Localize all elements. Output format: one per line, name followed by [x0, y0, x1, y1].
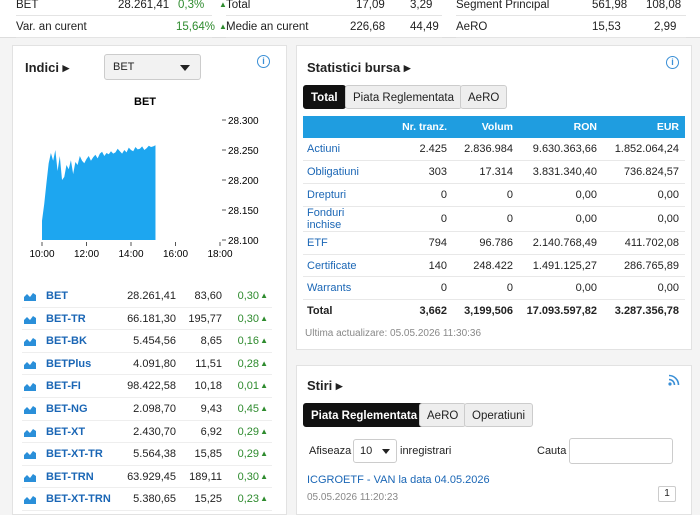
cell-value: 9.630.363,66: [519, 138, 603, 161]
row-label[interactable]: Drepturi: [303, 184, 383, 207]
x-tick-label: 12:00: [73, 249, 100, 260]
summary-change: 0,3%: [178, 0, 205, 11]
index-row[interactable]: [22, 443, 272, 466]
summary-label: Var. an curent: [16, 21, 87, 33]
index-name[interactable]: BET-XT-TRN: [46, 493, 111, 506]
chevron-down-icon: [382, 449, 390, 454]
up-arrow-icon: ▲: [260, 404, 268, 413]
summary-col-index: [16, 0, 227, 38]
index-row[interactable]: [22, 421, 272, 444]
chart-icon: [24, 382, 36, 391]
cell-value: 1.491.125,27: [519, 254, 603, 277]
tab-total[interactable]: Total: [303, 85, 346, 109]
stats-row: [303, 161, 685, 184]
indices-title[interactable]: Indici ▸: [25, 60, 70, 75]
index-value: 98.422,58: [127, 380, 176, 393]
cell-value: 0,00: [519, 184, 603, 207]
bet-intraday-chart: [18, 92, 288, 272]
stats-table: [303, 116, 685, 323]
index-name[interactable]: BET-FI: [46, 380, 81, 393]
news-search-input[interactable]: [569, 438, 673, 464]
stats-row: [303, 206, 685, 231]
cell-value: 0: [383, 206, 453, 231]
cell-value: 3.287.356,78: [614, 305, 679, 318]
summary-row-bet: [16, 0, 227, 16]
index-change: 0,28: [237, 357, 259, 370]
x-tick-label: 10:00: [29, 249, 55, 260]
chart-icon: [24, 360, 36, 369]
up-arrow-icon: ▲: [260, 494, 268, 504]
row-label[interactable]: Obligatiuni: [303, 161, 383, 184]
index-value: 5.380,65: [133, 493, 176, 506]
index-volume: 189,11: [189, 470, 222, 483]
summary-value: 15,53: [592, 21, 621, 33]
row-label[interactable]: Actiuni: [303, 138, 383, 161]
index-row[interactable]: [22, 330, 272, 353]
y-tick-label: 28.100: [228, 236, 259, 247]
index-value: 5.564,38: [133, 448, 176, 461]
summary-value: 3,29: [410, 0, 433, 11]
index-volume: 15,25: [194, 493, 222, 506]
cell-value: 286.765,89: [603, 254, 685, 277]
show-label: Afiseaza: [309, 445, 352, 457]
index-change: 0,30: [237, 470, 259, 483]
summary-label: Medie an curent: [226, 21, 309, 33]
index-select[interactable]: [104, 54, 201, 80]
index-volume: 10,18: [194, 380, 222, 393]
rss-icon[interactable]: [668, 374, 680, 386]
index-value: 63.929,45: [127, 470, 176, 483]
cell-value: 0: [453, 184, 519, 207]
cell-value: 0,00: [603, 277, 685, 300]
x-tick-label: 18:00: [207, 249, 233, 260]
summary-value: 44,49: [410, 21, 439, 33]
up-arrow-icon: ▲: [260, 381, 268, 391]
page-size-value: 10: [360, 445, 373, 457]
index-change: 0,01: [237, 380, 259, 393]
index-volume: 15,85: [194, 448, 222, 461]
summary-value: 17,09: [356, 0, 385, 11]
index-volume: 8,65: [200, 335, 222, 348]
cell-value: 17.093.597,82: [526, 305, 597, 318]
index-row[interactable]: [22, 398, 272, 421]
cell-value: 3,199,506: [464, 305, 513, 318]
y-tick-label: 28.200: [228, 176, 259, 187]
index-volume: 11,51: [195, 357, 222, 370]
cell-value: 96.786: [453, 231, 519, 254]
cell-value: 3,662: [419, 305, 447, 318]
stats-row: [303, 231, 685, 254]
y-tick-label: 28.300: [228, 116, 259, 127]
cell-value: 0: [383, 184, 453, 207]
tab-news-piata-reglementata[interactable]: Piata Reglementata: [303, 403, 425, 427]
index-value: 66.181,30: [127, 312, 176, 325]
cell-value: 0: [453, 206, 519, 231]
info-icon[interactable]: i: [257, 55, 270, 68]
index-change: 0,30: [237, 312, 259, 325]
up-arrow-icon: ▲: [260, 291, 268, 300]
cell-value: 0,00: [519, 206, 603, 231]
stats-title[interactable]: Statistici bursa ▸: [307, 60, 411, 75]
cell-value: 2.425: [383, 138, 453, 161]
tab-news-aero[interactable]: AeRO: [419, 403, 466, 427]
summary-col-turnover: [226, 0, 442, 38]
col-header: [303, 116, 383, 138]
cell-value: 1.852.064,24: [603, 138, 685, 161]
index-name[interactable]: BET-BK: [46, 335, 87, 348]
index-value: 28.261,41: [127, 290, 176, 302]
summary-value: 108,08: [646, 0, 682, 11]
row-label[interactable]: Certificate: [303, 254, 383, 277]
cell-value: 2.140.768,49: [519, 231, 603, 254]
tab-piata-reglementata[interactable]: Piata Reglementata: [345, 85, 462, 109]
cell-value: 303: [383, 161, 453, 184]
stats-row: [303, 184, 685, 207]
index-row[interactable]: [22, 466, 272, 489]
summary-col-segments: [456, 0, 686, 38]
summary-label: BET: [16, 0, 39, 11]
index-name[interactable]: BET: [46, 290, 68, 302]
chart-icon: [24, 473, 36, 482]
news-title[interactable]: Stiri ▸: [307, 378, 343, 393]
stats-row: [303, 254, 685, 277]
summary-row-total: [226, 0, 442, 16]
index-change: 0,29: [237, 425, 259, 438]
index-name[interactable]: BET-TR: [46, 312, 86, 325]
cell-value: 411.702,08: [603, 231, 685, 254]
search-label: Cauta: [537, 445, 567, 457]
chart-icon: [24, 315, 36, 324]
index-volume: 6,92: [200, 425, 222, 438]
summary-row-aero: [456, 16, 686, 38]
records-label: inregistrari: [400, 445, 452, 457]
chart-title: BET: [134, 96, 156, 108]
index-row[interactable]: [22, 308, 272, 331]
cell-value: 17.314: [453, 161, 519, 184]
col-header: Nr. tranz.: [383, 116, 453, 138]
summary-value: 28.261,41: [118, 0, 170, 11]
index-value: 5.454,56: [133, 335, 176, 348]
index-value: 2.098,70: [133, 403, 176, 415]
tab-news-operatiuni[interactable]: Operatiuni: [464, 403, 533, 427]
y-tick-label: 28.250: [228, 146, 259, 157]
up-arrow-icon: ▲: [260, 426, 268, 436]
cell-value: 0: [383, 277, 453, 300]
cell-value: 794: [383, 231, 453, 254]
chart-area-series: [42, 145, 155, 240]
index-row[interactable]: [22, 353, 272, 376]
col-header: RON: [519, 116, 603, 138]
up-arrow-icon: ▲: [260, 336, 268, 346]
index-name[interactable]: BET-XT-TR: [46, 448, 103, 461]
chart-icon: [24, 405, 36, 414]
stats-header-row: [303, 116, 685, 138]
up-arrow-icon: ▲: [219, 22, 227, 31]
cell-value: 0,00: [519, 277, 603, 300]
row-label: Total: [307, 305, 333, 318]
index-value: 2.430,70: [133, 425, 176, 438]
chart-icon: [24, 450, 36, 459]
index-change: 0,45: [237, 403, 259, 415]
page-size-select[interactable]: [353, 439, 397, 463]
up-arrow-icon: ▲: [260, 449, 268, 459]
index-row[interactable]: [22, 375, 272, 398]
summary-row-ytd: [16, 16, 227, 38]
up-arrow-icon: ▲: [219, 0, 227, 9]
stats-total-row: [303, 300, 685, 323]
cell-value: 0,00: [603, 184, 685, 207]
index-value: 4.091,80: [133, 357, 176, 370]
index-row[interactable]: [22, 285, 272, 308]
index-name[interactable]: BETPlus: [46, 357, 92, 370]
summary-row-avg: [226, 16, 442, 38]
summary-label: AeRO: [456, 21, 488, 33]
col-header: Volum: [453, 116, 519, 138]
row-label[interactable]: ETF: [303, 231, 383, 254]
index-change: 0,16: [237, 335, 259, 348]
index-volume: 195,77: [188, 312, 222, 325]
info-icon[interactable]: i: [666, 56, 679, 69]
tab-aero[interactable]: AeRO: [460, 85, 507, 109]
x-tick-label: 14:00: [118, 249, 144, 260]
up-arrow-icon: ▲: [260, 358, 268, 368]
news-item-title[interactable]: ICGROETF - VAN la data 04.05.2026: [307, 474, 490, 486]
chart-y-axis: [222, 116, 259, 247]
cell-value: 140: [383, 254, 453, 277]
y-tick-label: 28.150: [228, 206, 259, 217]
chart-icon: [24, 428, 36, 437]
index-select-value: BET: [113, 61, 135, 73]
news-item-date: 05.05.2026 11:20:23: [307, 492, 399, 503]
chart-icon: [24, 337, 36, 346]
up-arrow-icon: ▲: [260, 313, 268, 323]
index-change: 0,29: [237, 448, 259, 461]
index-volume: 83,60: [194, 290, 222, 302]
market-summary-bar: [0, 0, 700, 38]
cell-value: 0,00: [603, 206, 685, 231]
cell-value: 3.831.340,40: [519, 161, 603, 184]
index-volume: 9,43: [200, 403, 222, 415]
row-label[interactable]: Warrants: [303, 277, 383, 300]
cell-value: 2.836.984: [453, 138, 519, 161]
index-change: 0,30: [237, 290, 259, 302]
summary-label: Segment Principal: [456, 0, 550, 11]
index-change: 0,23: [237, 493, 259, 506]
summary-label: Total: [226, 0, 251, 11]
summary-row-segment: [456, 0, 686, 16]
summary-change: 15,64%: [176, 21, 216, 33]
stats-row: [303, 277, 685, 300]
last-updated: Ultima actualizare: 05.05.2026 11:30:36: [305, 328, 482, 339]
summary-value: 561,98: [592, 0, 628, 11]
summary-value: 226,68: [350, 21, 386, 33]
col-header: EUR: [603, 116, 685, 138]
index-name[interactable]: BET-NG: [46, 403, 88, 415]
row-label[interactable]: Fonduri inchise: [303, 206, 383, 231]
stats-row: [303, 138, 685, 161]
cell-value: 0: [453, 277, 519, 300]
summary-value: 2,99: [654, 21, 677, 33]
chevron-down-icon: [180, 65, 190, 71]
index-name[interactable]: BET-XT: [46, 425, 86, 438]
x-tick-label: 16:00: [162, 249, 189, 260]
up-arrow-icon: ▲: [260, 471, 268, 481]
cell-value: 736.824,57: [603, 161, 685, 184]
chart-x-axis: [29, 242, 232, 260]
chart-icon: [24, 292, 36, 301]
index-name[interactable]: BET-TRN: [46, 470, 94, 483]
cell-value: 248.422: [453, 254, 519, 277]
news-item-badge: 1: [658, 486, 676, 502]
